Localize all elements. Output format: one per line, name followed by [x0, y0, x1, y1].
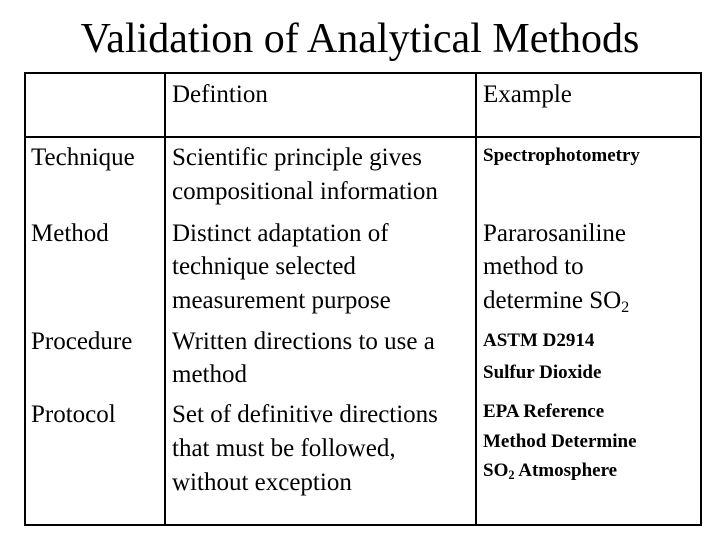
- definition-method-line-2: technique selected: [172, 253, 356, 280]
- example-protocol-line-3: [483, 456, 617, 485]
- definition-technique-line-1: Scientific principle gives: [172, 144, 422, 171]
- example-technique: Spectrophotometry: [483, 145, 640, 166]
- example-method-line-2: method to: [483, 253, 584, 280]
- example-procedure-line-2: Sulfur Dioxide: [483, 362, 602, 383]
- example-method-formula: determine SO: [483, 287, 622, 314]
- column-divider-1: [164, 74, 166, 524]
- definition-procedure-line-1: Written directions to use a: [172, 328, 435, 355]
- example-protocol-formula: SO: [483, 460, 509, 481]
- header-definition: Defintion: [172, 81, 268, 108]
- term-technique: Technique: [31, 144, 135, 171]
- term-method: Method: [31, 220, 109, 247]
- slide-title: Validation of Analytical Methods: [80, 16, 640, 62]
- example-procedure-line-1: ASTM D2914: [483, 330, 595, 351]
- example-protocol-line-2: Method Determine: [483, 431, 637, 452]
- example-protocol-line-1: EPA Reference: [483, 401, 605, 422]
- column-divider-2: [475, 74, 477, 524]
- example-method-subscript: 2: [621, 298, 630, 317]
- example-method-line-3: [483, 284, 629, 318]
- definition-protocol-line-3: without exception: [172, 469, 352, 496]
- definition-method-line-3: measurement purpose: [172, 287, 391, 314]
- definition-procedure-line-2: method: [172, 361, 247, 388]
- example-protocol-subscript: 2: [508, 468, 515, 483]
- example-protocol-suffix: Atmosphere: [514, 460, 618, 481]
- definition-technique-line-2: compositional information: [172, 178, 438, 205]
- header-example: Example: [483, 81, 572, 108]
- definition-protocol-line-2: that must be followed,: [172, 435, 396, 462]
- definition-protocol-line-1: Set of definitive directions: [172, 401, 438, 428]
- header-divider: [26, 136, 700, 138]
- example-method-line-1: Pararosaniline: [483, 220, 627, 247]
- term-protocol: Protocol: [31, 401, 116, 428]
- definition-method-line-1: Distinct adaptation of: [172, 220, 389, 247]
- term-procedure: Procedure: [31, 328, 133, 355]
